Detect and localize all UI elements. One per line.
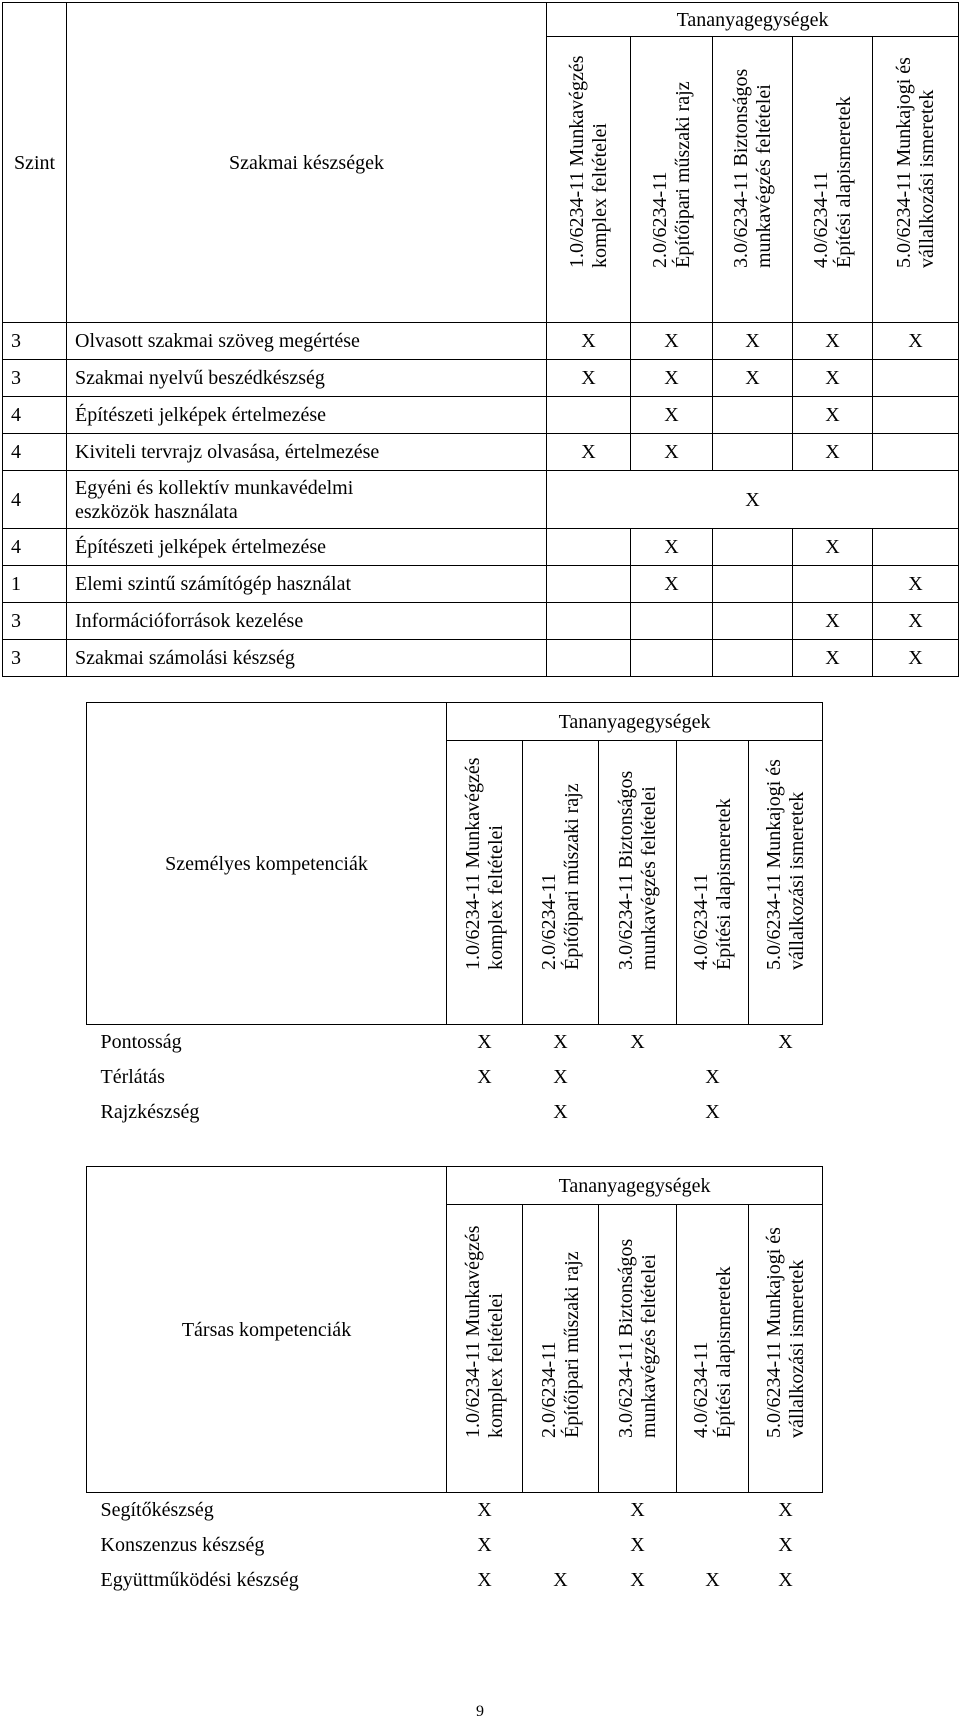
mark-cell: X [793, 603, 873, 640]
mark-cell [873, 529, 959, 566]
mark-cell: X [793, 434, 873, 471]
page-number: 9 [476, 1703, 484, 1720]
table-row [87, 1095, 823, 1130]
table-row [87, 1060, 823, 1095]
mark-cell: X [477, 1534, 492, 1556]
mark-cell [873, 397, 959, 434]
unit-header: 4.0/6234-11 Építési alapismeretek [677, 1205, 749, 1493]
social-competencies-title: Társas kompetenciák [87, 1167, 447, 1493]
mark-cell: X [778, 1569, 793, 1591]
level-cell: 3 [3, 640, 67, 677]
mark-cell: X [553, 1569, 568, 1591]
mark-cell [873, 434, 959, 471]
mark-cell: X [553, 1101, 568, 1123]
unit-header: 5.0/6234-11 Munkajogi és vállalkozási ismeretek [873, 37, 959, 323]
level-cell: 4 [3, 529, 67, 566]
skill-cell: Olvasott szakmai szöveg megértése [67, 323, 547, 360]
mark-cell [713, 434, 793, 471]
mark-cell: X [713, 360, 793, 397]
units-group-header: Tananyagegységek [447, 703, 823, 741]
mark-cell: X [873, 640, 959, 677]
mark-cell [713, 529, 793, 566]
mark-cell: X [477, 1569, 492, 1591]
unit-header: 5.0/6234-11 Munkajogi és vállalkozási ismeretek [749, 741, 823, 1025]
mark-cell [677, 1493, 749, 1528]
mark-cell: X [873, 603, 959, 640]
mark-cell [547, 529, 631, 566]
mark-cell [447, 1095, 523, 1130]
mark-cell [547, 603, 631, 640]
table-row [3, 360, 959, 397]
skill-cell: Építészeti jelképek értelmezése [67, 529, 547, 566]
mark-cell: X [477, 1066, 492, 1088]
mark-cell: X [631, 529, 713, 566]
unit-header: 4.0/6234-11 Építési alapismeretek [677, 741, 749, 1025]
skills-header: Szakmai készségek [67, 3, 547, 323]
mark-cell [523, 1493, 599, 1528]
mark-cell [713, 566, 793, 603]
level-cell: 1 [3, 566, 67, 603]
mark-cell: X [793, 640, 873, 677]
table-row [3, 603, 959, 640]
level-cell: 3 [3, 603, 67, 640]
mark-cell: X [705, 1066, 720, 1088]
social-competencies-table [86, 1166, 823, 1598]
mark-cell: X [778, 1534, 793, 1556]
mark-cell [749, 1060, 823, 1095]
unit-header: 3.0/6234-11 Biztonságos munkavégzés feltételei [599, 741, 677, 1025]
mark-cell: X [477, 1031, 492, 1054]
mark-cell [547, 566, 631, 603]
mark-cell: X [547, 360, 631, 397]
mark-cell [749, 1095, 823, 1130]
units-group-header: Tananyagegységek [547, 3, 959, 37]
skill-cell: Szakmai nyelvű beszédkészség [67, 360, 547, 397]
unit-header: 1.0/6234-11 Munkavégzés komplex feltételei [447, 1205, 523, 1493]
personal-competencies-table [86, 702, 823, 1130]
mark-cell: X [631, 397, 713, 434]
skill-cell: Információforrások kezelése [67, 603, 547, 640]
mark-cell [547, 640, 631, 677]
mark-cell: X [631, 360, 713, 397]
mark-cell [547, 397, 631, 434]
mark-cell [793, 566, 873, 603]
table-row [87, 1493, 823, 1528]
table-row [3, 640, 959, 677]
table-row [3, 397, 959, 434]
mark-cell: X [793, 529, 873, 566]
mark-cell: X [631, 434, 713, 471]
mark-cell: X [630, 1031, 645, 1054]
mark-cell: X [713, 323, 793, 360]
mark-cell: X [631, 323, 713, 360]
mark-cell: X [631, 566, 713, 603]
mark-cell: X [705, 1101, 720, 1123]
personal-competencies-title: Személyes kompetenciák [87, 703, 447, 1025]
units-group-header: Tananyagegységek [447, 1167, 823, 1205]
unit-header: 1.0/6234-11 Munkavégzés komplex feltételei [547, 37, 631, 323]
mark-cell: X [778, 1499, 793, 1522]
table-row [3, 434, 959, 471]
mark-cell [631, 603, 713, 640]
mark-cell [599, 1060, 677, 1095]
mark-cell [523, 1528, 599, 1563]
competency-label: Rajzkészség [100, 1101, 200, 1123]
level-cell: 4 [3, 397, 67, 434]
mark-cell: X [547, 323, 631, 360]
competency-label: Térlátás [100, 1066, 165, 1088]
unit-header: 3.0/6234-11 Biztonságos munkavégzés feltételei [599, 1205, 677, 1493]
mark-cell: X [793, 323, 873, 360]
mark-cell: X [630, 1569, 645, 1591]
unit-header: 2.0/6234-11 Építőipari műszaki rajz [523, 1205, 599, 1493]
mark-cell: X [793, 360, 873, 397]
mark-cell [631, 640, 713, 677]
mark-cell: X [705, 1569, 720, 1591]
table-row [87, 1563, 823, 1598]
level-cell: 4 [3, 471, 67, 529]
mark-cell: X [547, 471, 959, 529]
mark-cell [873, 360, 959, 397]
unit-header: 4.0/6234-11 Építési alapismeretek [793, 37, 873, 323]
mark-cell: X [630, 1499, 645, 1522]
mark-cell [713, 397, 793, 434]
mark-cell: X [873, 323, 959, 360]
table-row [87, 1025, 823, 1060]
skill-cell: Szakmai számolási készség [67, 640, 547, 677]
skill-cell: Kiviteli tervrajz olvasása, értelmezése [67, 434, 547, 471]
skill-cell: Elemi szintű számítógép használat [67, 566, 547, 603]
mark-cell [677, 1025, 749, 1060]
unit-header: 2.0/6234-11 Építőipari műszaki rajz [523, 741, 599, 1025]
mark-cell [677, 1528, 749, 1563]
mark-cell: X [778, 1031, 793, 1054]
mark-cell: X [630, 1534, 645, 1556]
mark-cell: X [553, 1066, 568, 1088]
table-row [3, 566, 959, 603]
skill-cell: Egyéni és kollektív munkavédelmi eszközök használata [67, 471, 547, 529]
mark-cell: X [793, 397, 873, 434]
competency-label: Konszenzus készség [100, 1534, 265, 1556]
level-header: Szint [3, 3, 67, 323]
unit-header: 2.0/6234-11 Építőipari műszaki rajz [631, 37, 713, 323]
mark-cell [713, 640, 793, 677]
table-row [3, 529, 959, 566]
competency-label: Pontosság [100, 1031, 182, 1054]
level-cell: 3 [3, 323, 67, 360]
competency-label: Segítőkészség [100, 1499, 214, 1522]
mark-cell: X [477, 1499, 492, 1522]
unit-header: 1.0/6234-11 Munkavégzés komplex feltételei [447, 741, 523, 1025]
professional-skills-table [2, 2, 959, 677]
mark-cell [599, 1095, 677, 1130]
level-cell: 4 [3, 434, 67, 471]
mark-cell [713, 603, 793, 640]
mark-cell: X [873, 566, 959, 603]
mark-cell: X [553, 1031, 568, 1054]
unit-header: 3.0/6234-11 Biztonságos munkavégzés feltételei [713, 37, 793, 323]
competency-label: Együttműködési készség [100, 1569, 299, 1591]
table-row [3, 323, 959, 360]
mark-cell: X [547, 434, 631, 471]
table-row [87, 1528, 823, 1563]
unit-header: 5.0/6234-11 Munkajogi és vállalkozási ismeretek [749, 1205, 823, 1493]
table-row [3, 471, 959, 529]
level-cell: 3 [3, 360, 67, 397]
skill-cell: Építészeti jelképek értelmezése [67, 397, 547, 434]
